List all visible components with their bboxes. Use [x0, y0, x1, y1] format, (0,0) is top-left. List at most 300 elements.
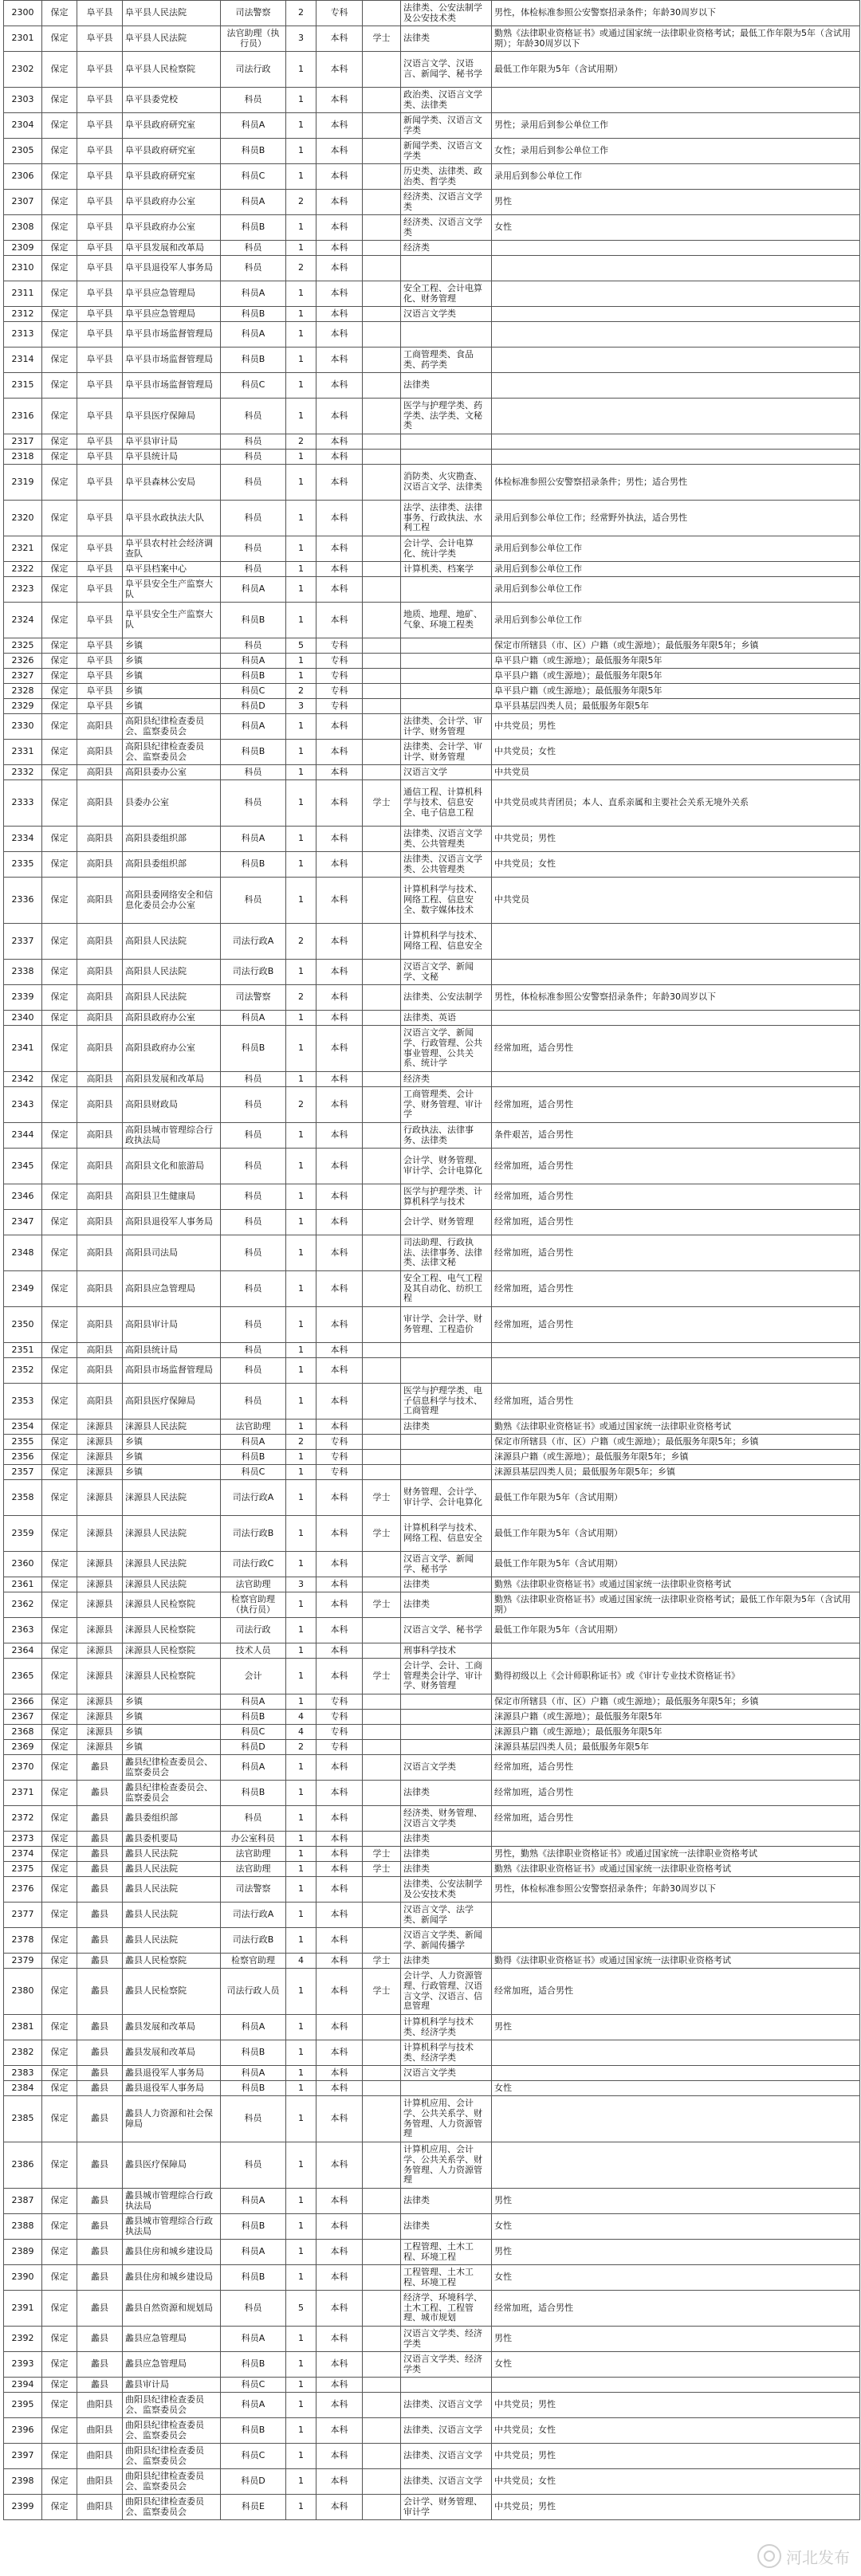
hiring-count-cell: 1 [286, 399, 316, 434]
education-cell: 本科 [316, 1618, 363, 1643]
notes-cell: 经常加班，适合男性 [492, 1969, 860, 2015]
county-cell: 阜平县 [77, 307, 123, 322]
degree-cell [363, 1740, 401, 1755]
position-name-cell: 法官助理 [221, 1577, 286, 1592]
city-cell: 保定 [42, 1307, 77, 1343]
table-row [4, 450, 860, 465]
position-name-cell: 司法行政人员 [221, 1969, 286, 2015]
employer-cell: 高阳县人民法院 [123, 924, 221, 960]
major-cell: 汉语言文学类、新闻学、新闻传播学 [401, 1928, 492, 1954]
notes-cell [492, 960, 860, 985]
position-code-cell: 2392 [4, 2327, 42, 2352]
hiring-count-cell: 1 [286, 1235, 316, 1271]
county-cell: 曲阳县 [77, 2393, 123, 2418]
notes-cell: 最低工作年限为5年（含试用期） [492, 1552, 860, 1577]
hiring-count-cell: 1 [286, 1123, 316, 1149]
major-cell: 经济类 [401, 241, 492, 256]
notes-cell [492, 1358, 860, 1384]
hiring-count-cell: 2 [286, 985, 316, 1011]
position-name-cell: 科员B [221, 603, 286, 638]
county-cell: 蠡县 [77, 1832, 123, 1847]
notes-cell: 勤得初级以上《会计师职称证书》或《审计专业技术资格证书》 [492, 1659, 860, 1694]
city-cell: 保定 [42, 852, 77, 878]
table-row [4, 52, 860, 88]
table-row [4, 2393, 860, 2418]
education-cell: 本科 [316, 1781, 363, 1806]
hiring-count-cell: 1 [286, 1694, 316, 1710]
employer-cell: 涞源县人民法院 [123, 1420, 221, 1435]
education-cell: 本科 [316, 1755, 363, 1781]
hiring-count-cell: 1 [286, 603, 316, 638]
hiring-count-cell: 3 [286, 26, 316, 52]
major-cell: 计算机科学与技术、网络工程、信息安全 [401, 924, 492, 960]
education-cell: 本科 [316, 924, 363, 960]
table-row [4, 1969, 860, 2015]
position-name-cell: 科员B [221, 1026, 286, 1072]
employer-cell: 乡镇 [123, 1740, 221, 1755]
county-cell: 涞源县 [77, 1725, 123, 1740]
city-cell: 保定 [42, 1210, 77, 1235]
employer-cell: 高阳县委组织部 [123, 827, 221, 852]
hiring-count-cell: 1 [286, 1903, 316, 1928]
notes-cell: 男性，体检标准参照公安警察招录条件；年龄30周岁以下 [492, 1, 860, 26]
education-cell: 本科 [316, 307, 363, 322]
table-row [4, 322, 860, 348]
degree-cell: 学士 [363, 1847, 401, 1862]
county-cell: 高阳县 [77, 1123, 123, 1149]
county-cell: 蠡县 [77, 2189, 123, 2214]
degree-cell [363, 827, 401, 852]
major-cell: 工程管理、土木工程、环境工程 [401, 2240, 492, 2265]
employer-cell: 蠡县纪律检查委员会、监察委员会 [123, 1781, 221, 1806]
hiring-count-cell: 2 [286, 1, 316, 26]
degree-cell [363, 1755, 401, 1781]
city-cell: 保定 [42, 1592, 77, 1618]
major-cell: 法律类 [401, 1954, 492, 1969]
position-name-cell: 科员A [221, 1755, 286, 1781]
position-code-cell: 2361 [4, 1577, 42, 1592]
employer-cell: 涞源县人民检察院 [123, 1643, 221, 1659]
table-row [4, 1, 860, 26]
hiring-count-cell: 1 [286, 2495, 316, 2520]
education-cell: 本科 [316, 2189, 363, 2214]
county-cell: 阜平县 [77, 281, 123, 307]
major-cell [401, 638, 492, 654]
notes-cell: 中共党员；女性 [492, 2469, 860, 2495]
education-cell: 本科 [316, 1072, 363, 1087]
employer-cell: 阜平县市场监督管理局 [123, 348, 221, 373]
position-code-cell: 2378 [4, 1928, 42, 1954]
employer-cell: 蠡县发展和改革局 [123, 2040, 221, 2066]
education-cell: 本科 [316, 1862, 363, 1877]
city-cell: 保定 [42, 399, 77, 434]
major-cell: 安全工程、电气工程及其自动化、纺织工程 [401, 1271, 492, 1307]
major-cell [401, 1694, 492, 1710]
notes-cell: 录用后到参公单位工作 [492, 577, 860, 603]
position-code-cell: 2344 [4, 1123, 42, 1149]
county-cell: 蠡县 [77, 2291, 123, 2327]
hiring-count-cell: 1 [286, 164, 316, 190]
major-cell: 法律类、公安法制学及公安技术类 [401, 1, 492, 26]
hiring-count-cell: 1 [286, 740, 316, 765]
position-code-cell: 2391 [4, 2291, 42, 2327]
education-cell: 专科 [316, 1694, 363, 1710]
employer-cell: 高阳县委办公室 [123, 765, 221, 780]
education-cell: 本科 [316, 2495, 363, 2520]
county-cell: 阜平县 [77, 684, 123, 699]
city-cell: 保定 [42, 215, 77, 241]
degree-cell [363, 669, 401, 684]
major-cell: 汉语言文学类 [401, 307, 492, 322]
position-code-cell: 2341 [4, 1026, 42, 1072]
county-cell: 高阳县 [77, 1343, 123, 1358]
county-cell: 蠡县 [77, 1903, 123, 1928]
notes-cell: 勤熟《法律职业资格证书》或通过国家统一法律职业资格考试；最低工作年限为5年（含试用期） [492, 1592, 860, 1618]
hiring-count-cell: 1 [286, 1847, 316, 1862]
table-row [4, 1903, 860, 1928]
county-cell: 阜平县 [77, 322, 123, 348]
major-cell: 法律类 [401, 373, 492, 399]
major-cell: 会计学、人力资源管理、行政管理、汉语言文学、汉语言、信息管理 [401, 1969, 492, 2015]
employer-cell: 高阳县政府办公室 [123, 1011, 221, 1026]
education-cell: 本科 [316, 1358, 363, 1384]
table-row [4, 2081, 860, 2096]
notes-cell [492, 434, 860, 450]
employer-cell: 乡镇 [123, 638, 221, 654]
major-cell: 历史类、法律类、政治类、哲学类 [401, 164, 492, 190]
employer-cell: 蠡县委机要局 [123, 1832, 221, 1847]
hiring-count-cell: 1 [286, 1643, 316, 1659]
hiring-count-cell: 1 [286, 2040, 316, 2066]
position-name-cell: 科员B [221, 348, 286, 373]
hiring-count-cell: 1 [286, 1072, 316, 1087]
position-name-cell: 科员 [221, 2291, 286, 2327]
notes-cell: 保定市所辖县（市、区）户籍（或生源地）；最低服务年限5年；乡镇 [492, 1694, 860, 1710]
degree-cell [363, 1450, 401, 1465]
degree-cell [363, 2265, 401, 2291]
county-cell: 高阳县 [77, 740, 123, 765]
notes-cell: 体检标准参照公安警察招录条件；男性；适合男性 [492, 465, 860, 501]
notes-cell: 男性 [492, 2327, 860, 2352]
city-cell: 保定 [42, 669, 77, 684]
degree-cell [363, 52, 401, 88]
position-name-cell: 科员A [221, 1694, 286, 1710]
city-cell: 保定 [42, 638, 77, 654]
education-cell: 本科 [316, 1123, 363, 1149]
position-code-cell: 2366 [4, 1694, 42, 1710]
employer-cell: 高阳县审计局 [123, 1307, 221, 1343]
table-row [4, 1358, 860, 1384]
education-cell: 本科 [316, 256, 363, 281]
education-cell: 本科 [316, 740, 363, 765]
county-cell: 高阳县 [77, 714, 123, 740]
county-cell: 阜平县 [77, 88, 123, 113]
city-cell: 保定 [42, 765, 77, 780]
table-row [4, 960, 860, 985]
education-cell: 本科 [316, 765, 363, 780]
table-row [4, 827, 860, 852]
position-name-cell: 科员D [221, 699, 286, 714]
major-cell: 行政执法、法律事务、法律类 [401, 1123, 492, 1149]
hiring-count-cell: 1 [286, 714, 316, 740]
employer-cell: 乡镇 [123, 1435, 221, 1450]
city-cell: 保定 [42, 2096, 77, 2142]
notes-cell: 男性 [492, 190, 860, 215]
table-row [4, 1643, 860, 1659]
position-name-cell: 科员 [221, 1235, 286, 1271]
city-cell: 保定 [42, 1123, 77, 1149]
degree-cell [363, 373, 401, 399]
city-cell: 保定 [42, 241, 77, 256]
employer-cell: 高阳县应急管理局 [123, 1271, 221, 1307]
degree-cell [363, 1271, 401, 1307]
degree-cell [363, 2081, 401, 2096]
education-cell: 本科 [316, 1271, 363, 1307]
employer-cell: 乡镇 [123, 1725, 221, 1740]
major-cell: 法律类、汉语言文学类、公共管理类 [401, 827, 492, 852]
notes-cell: 涞源县户籍（或生源地）；最低服务年限5年 [492, 1725, 860, 1740]
position-code-cell: 2365 [4, 1659, 42, 1694]
notes-cell: 男性；录用后到参公单位工作 [492, 113, 860, 139]
city-cell: 保定 [42, 139, 77, 164]
county-cell: 阜平县 [77, 638, 123, 654]
education-cell: 本科 [316, 2469, 363, 2495]
employer-cell: 阜平县应急管理局 [123, 307, 221, 322]
position-code-cell: 2395 [4, 2393, 42, 2418]
city-cell: 保定 [42, 322, 77, 348]
hiring-count-cell: 1 [286, 450, 316, 465]
major-cell: 法律类、汉语言文学 [401, 2393, 492, 2418]
major-cell: 会计学、会计电算化、统计学类 [401, 536, 492, 562]
position-code-cell: 2324 [4, 603, 42, 638]
hiring-count-cell: 2 [286, 1087, 316, 1123]
notes-cell: 录用后到参公单位工作 [492, 164, 860, 190]
table-row [4, 1480, 860, 1516]
position-name-cell: 科员 [221, 536, 286, 562]
employer-cell: 乡镇 [123, 654, 221, 669]
notes-cell: 女性；录用后到参公单位工作 [492, 139, 860, 164]
notes-cell [492, 450, 860, 465]
hiring-count-cell: 1 [286, 765, 316, 780]
education-cell: 本科 [316, 139, 363, 164]
degree-cell [363, 562, 401, 577]
position-name-cell: 科员A [221, 190, 286, 215]
city-cell: 保定 [42, 654, 77, 669]
hiring-count-cell: 1 [286, 577, 316, 603]
hiring-count-cell: 1 [286, 1659, 316, 1694]
table-row [4, 1659, 860, 1694]
position-code-cell: 2319 [4, 465, 42, 501]
employer-cell: 高阳县人民法院 [123, 960, 221, 985]
notes-cell: 最低工作年限为5年（含试用期） [492, 1516, 860, 1552]
notes-cell [492, 1928, 860, 1954]
employer-cell: 曲阳县纪律检查委员会、监察委员会 [123, 2393, 221, 2418]
degree-cell [363, 740, 401, 765]
major-cell: 计算机应用、会计学、公共关系学、财务管理、人力资源管理 [401, 2096, 492, 2142]
hiring-count-cell: 1 [286, 1877, 316, 1903]
education-cell: 本科 [316, 2352, 363, 2378]
county-cell: 高阳县 [77, 765, 123, 780]
city-cell: 保定 [42, 1725, 77, 1740]
position-code-cell: 2377 [4, 1903, 42, 1928]
notes-cell [492, 2378, 860, 2393]
position-code-cell: 2331 [4, 740, 42, 765]
position-code-cell: 2371 [4, 1781, 42, 1806]
table-row [4, 2096, 860, 2142]
education-cell: 本科 [316, 577, 363, 603]
employer-cell: 阜平县市场监督管理局 [123, 322, 221, 348]
degree-cell [363, 654, 401, 669]
table-row [4, 2495, 860, 2520]
county-cell: 曲阳县 [77, 2418, 123, 2444]
city-cell: 保定 [42, 2265, 77, 2291]
position-code-cell: 2368 [4, 1725, 42, 1740]
employer-cell: 高阳县卫生健康局 [123, 1184, 221, 1210]
education-cell: 本科 [316, 1877, 363, 1903]
position-name-cell: 科员B [221, 139, 286, 164]
table-row [4, 215, 860, 241]
table-row [4, 1954, 860, 1969]
education-cell: 本科 [316, 434, 363, 450]
employer-cell: 阜平县人民检察院 [123, 52, 221, 88]
position-name-cell: 司法行政 [221, 52, 286, 88]
notes-cell [492, 373, 860, 399]
county-cell: 高阳县 [77, 985, 123, 1011]
city-cell: 保定 [42, 2495, 77, 2520]
table-row [4, 852, 860, 878]
employer-cell: 蠡县委组织部 [123, 1806, 221, 1832]
notes-cell [492, 281, 860, 307]
position-name-cell: 科员 [221, 1271, 286, 1307]
table-row [4, 2240, 860, 2265]
city-cell: 保定 [42, 1516, 77, 1552]
degree-cell [363, 1184, 401, 1210]
employer-cell: 涞源县人民检察院 [123, 1659, 221, 1694]
hiring-count-cell: 1 [286, 1358, 316, 1384]
degree-cell [363, 241, 401, 256]
city-cell: 保定 [42, 52, 77, 88]
county-cell: 涞源县 [77, 1450, 123, 1465]
position-code-cell: 2348 [4, 1235, 42, 1271]
employer-cell: 阜平县政府研究室 [123, 113, 221, 139]
watermark-text: 河北发布 [786, 2547, 850, 2567]
education-cell: 本科 [316, 1577, 363, 1592]
notes-cell [492, 1643, 860, 1659]
hiring-count-cell: 1 [286, 348, 316, 373]
major-cell: 法律类、汉语言文学 [401, 2418, 492, 2444]
major-cell: 法律类 [401, 26, 492, 52]
employer-cell: 县委办公室 [123, 780, 221, 827]
hiring-count-cell: 1 [286, 215, 316, 241]
education-cell: 本科 [316, 52, 363, 88]
hiring-count-cell: 4 [286, 1725, 316, 1740]
education-cell: 本科 [316, 1552, 363, 1577]
city-cell: 保定 [42, 536, 77, 562]
position-code-cell: 2360 [4, 1552, 42, 1577]
major-cell: 医学与护理学类、电子信息科学与技术、工商管理 [401, 1384, 492, 1420]
major-cell: 法律类 [401, 1577, 492, 1592]
county-cell: 蠡县 [77, 2265, 123, 2291]
hiring-count-cell: 1 [286, 852, 316, 878]
city-cell: 保定 [42, 2040, 77, 2066]
hiring-count-cell: 1 [286, 2444, 316, 2469]
county-cell: 涞源县 [77, 1420, 123, 1435]
education-cell: 本科 [316, 536, 363, 562]
city-cell: 保定 [42, 1358, 77, 1384]
position-code-cell: 2328 [4, 684, 42, 699]
table-row [4, 2066, 860, 2081]
major-cell: 法律类、汉语言文学类、公共管理类 [401, 852, 492, 878]
city-cell: 保定 [42, 924, 77, 960]
county-cell: 阜平县 [77, 577, 123, 603]
hiring-count-cell: 1 [286, 1465, 316, 1480]
city-cell: 保定 [42, 373, 77, 399]
position-code-cell: 2335 [4, 852, 42, 878]
position-code-cell: 2396 [4, 2418, 42, 2444]
hiring-count-cell: 1 [286, 2214, 316, 2240]
hiring-count-cell: 1 [286, 669, 316, 684]
position-code-cell: 2373 [4, 1832, 42, 1847]
position-code-cell: 2390 [4, 2265, 42, 2291]
employer-cell: 阜平县政府办公室 [123, 190, 221, 215]
table-row [4, 1149, 860, 1184]
position-code-cell: 2307 [4, 190, 42, 215]
education-cell: 本科 [316, 562, 363, 577]
position-name-cell: 科员B [221, 307, 286, 322]
hiring-count-cell: 1 [286, 2240, 316, 2265]
city-cell: 保定 [42, 780, 77, 827]
hiring-count-cell: 1 [286, 241, 316, 256]
county-cell: 涞源县 [77, 1480, 123, 1516]
hiring-count-cell: 1 [286, 1969, 316, 2015]
major-cell: 会计学、财务管理 [401, 1210, 492, 1235]
city-cell: 保定 [42, 26, 77, 52]
city-cell: 保定 [42, 2240, 77, 2265]
notes-cell: 经常加班，适合男性 [492, 1781, 860, 1806]
major-cell [401, 434, 492, 450]
education-cell: 本科 [316, 322, 363, 348]
table-row [4, 139, 860, 164]
hiring-count-cell: 1 [286, 1210, 316, 1235]
education-cell: 专科 [316, 1, 363, 26]
hiring-count-cell: 1 [286, 2327, 316, 2352]
major-cell: 工商管理类、食品类、药学类 [401, 348, 492, 373]
notes-cell: 中共党员；男性 [492, 2444, 860, 2469]
county-cell: 阜平县 [77, 26, 123, 52]
position-name-cell: 科员C [221, 164, 286, 190]
position-name-cell: 科员 [221, 465, 286, 501]
position-name-cell: 科员B [221, 740, 286, 765]
position-code-cell: 2397 [4, 2444, 42, 2469]
degree-cell [363, 465, 401, 501]
city-cell: 保定 [42, 1235, 77, 1271]
degree-cell [363, 1877, 401, 1903]
hiring-count-cell: 1 [286, 2142, 316, 2189]
city-cell: 保定 [42, 684, 77, 699]
employer-cell: 高阳县纪律检查委员会、监察委员会 [123, 714, 221, 740]
employer-cell: 阜平县森林公安局 [123, 465, 221, 501]
hiring-count-cell: 3 [286, 699, 316, 714]
employer-cell: 蠡县纪律检查委员会、监察委员会 [123, 1755, 221, 1781]
notes-cell: 经常加班，适合男性 [492, 1210, 860, 1235]
position-name-cell: 科员A [221, 2015, 286, 2040]
notes-cell: 男性，体检标准参照公安警察招录条件；年龄30周岁以下 [492, 1877, 860, 1903]
county-cell: 高阳县 [77, 1184, 123, 1210]
employer-cell: 蠡县人民检察院 [123, 1969, 221, 2015]
hiring-count-cell: 1 [286, 562, 316, 577]
notes-cell: 中共党员 [492, 878, 860, 924]
education-cell: 本科 [316, 1343, 363, 1358]
